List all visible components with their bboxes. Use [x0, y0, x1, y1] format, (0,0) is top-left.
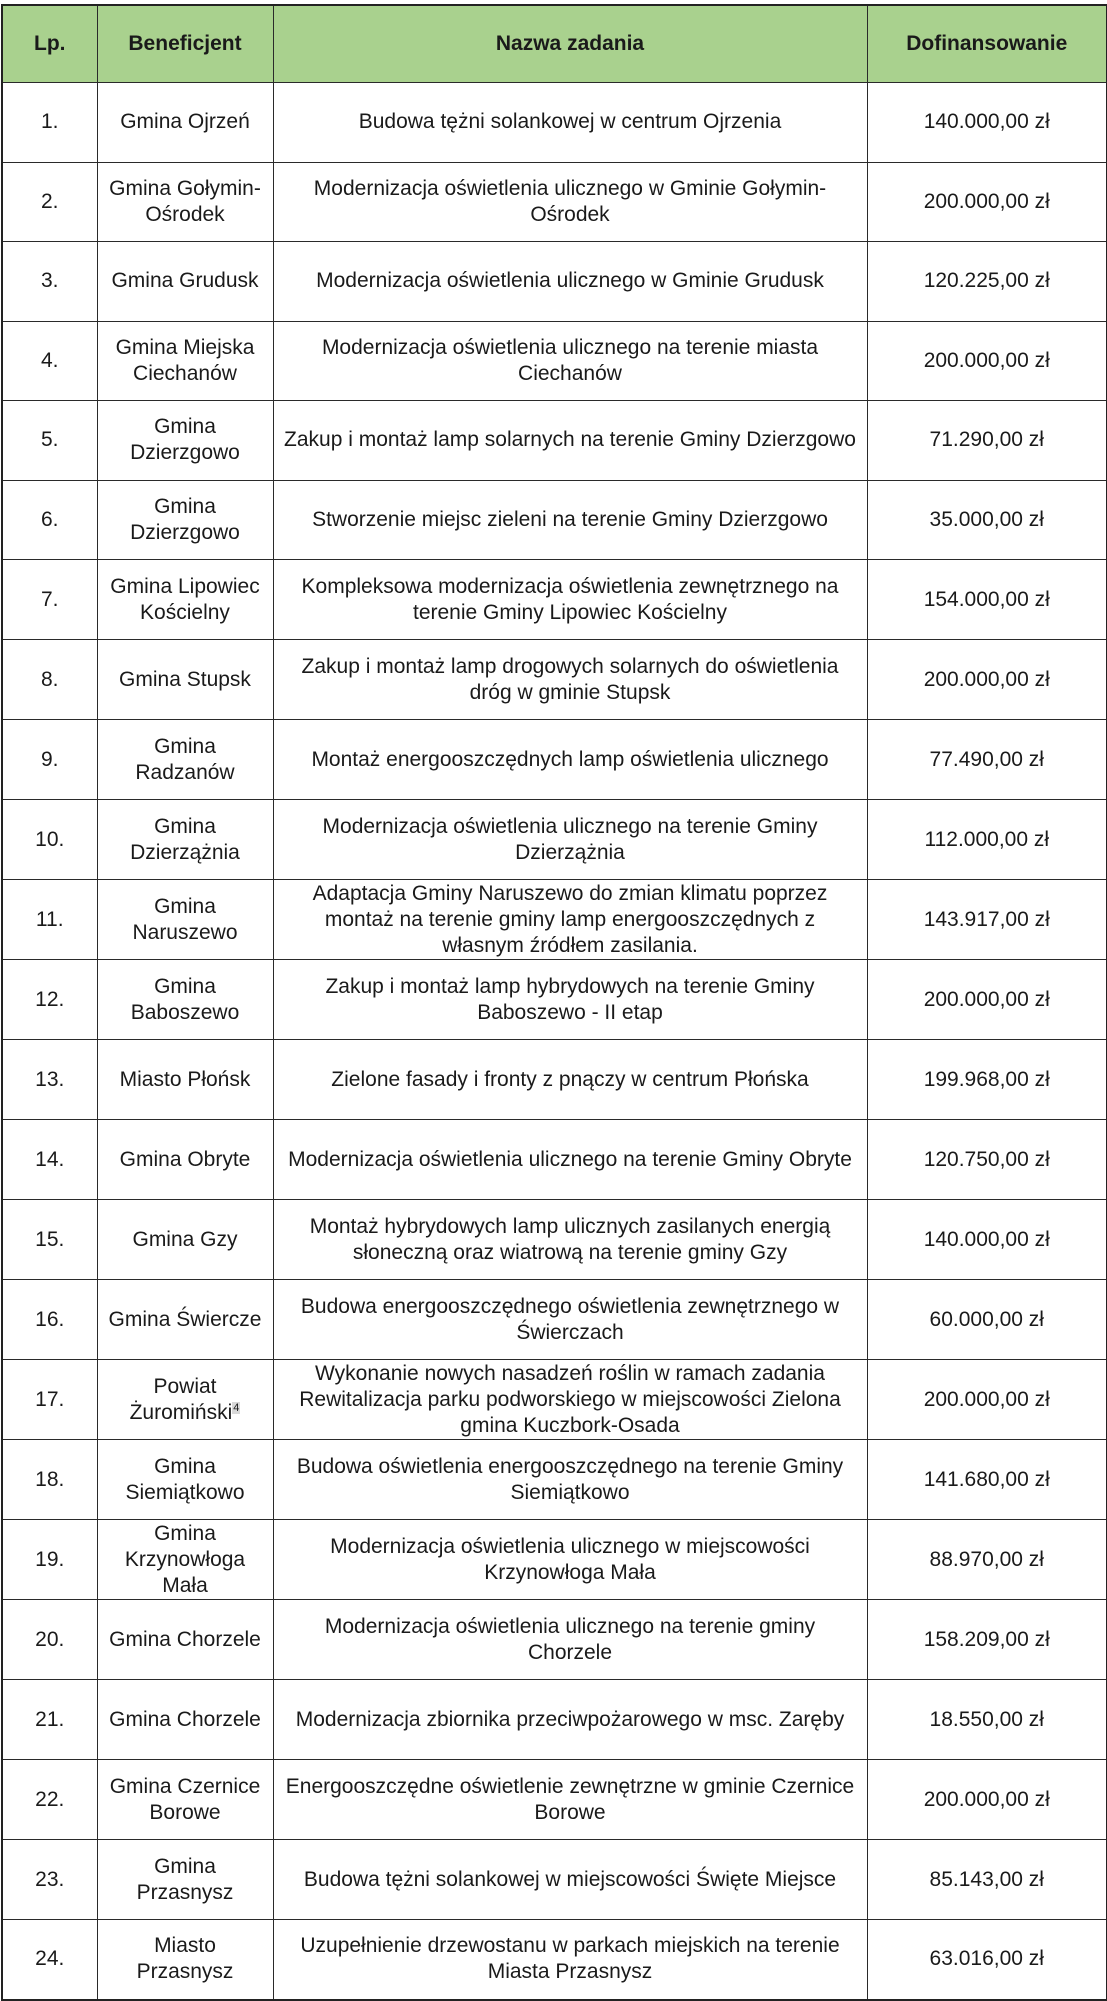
cell-funding-text: 200.000,00 zł: [923, 348, 1050, 372]
cell-lp-text: 16.: [35, 1307, 65, 1331]
cell-funding: [867, 560, 1107, 640]
cell-beneficiary: [97, 83, 273, 163]
table-row: [2, 1840, 1107, 1920]
cell-beneficiary-text: Gmina Dzierzgowo: [130, 415, 240, 465]
cell-lp-text: 7.: [40, 587, 59, 611]
footnote-marker: 4: [233, 1401, 240, 1414]
cell-beneficiary-text: Gmina Ojrzeń: [120, 110, 250, 134]
cell-task-text: Budowa oświetlenia energooszczędnego na terenie Gminy Siemiątkowo: [296, 1454, 844, 1504]
cell-funding: [867, 640, 1107, 720]
cell-beneficiary-text: Gmina Stupsk: [119, 667, 251, 691]
cell-task: [273, 720, 867, 800]
cell-funding: [867, 162, 1107, 242]
cell-beneficiary-text: Miasto Przasnysz: [136, 1934, 234, 1984]
cell-beneficiary-text: Gmina Radzanów: [135, 734, 235, 784]
cell-funding-text: 200.000,00 zł: [923, 987, 1050, 1011]
cell-funding-text: 88.970,00 zł: [929, 1547, 1044, 1571]
table-row: [2, 480, 1107, 560]
cell-lp: [2, 800, 97, 880]
cell-funding: [867, 242, 1107, 322]
cell-lp-text: 24.: [35, 1947, 65, 1971]
table-row: [2, 1520, 1107, 1600]
cell-task-text: Modernizacja oświetlenia ulicznego na terenie Gminy Dzierzążnia: [322, 814, 818, 864]
table-row: [2, 1440, 1107, 1520]
cell-task-text: Modernizacja oświetlenia ulicznego w miejscowości Krzynowłoga Mała: [330, 1534, 810, 1584]
table-row: [2, 720, 1107, 800]
header-lp: Lp.: [2, 5, 97, 83]
cell-funding: [867, 480, 1107, 560]
cell-lp: [2, 1200, 97, 1280]
cell-task-text: Modernizacja zbiornika przeciwpożarowego w msc. Zaręby: [295, 1707, 845, 1731]
cell-task: [273, 960, 867, 1040]
cell-funding-text: 120.750,00 zł: [923, 1147, 1050, 1171]
cell-task: [273, 1680, 867, 1760]
cell-funding: [867, 1920, 1107, 2000]
cell-funding: [867, 1440, 1107, 1520]
table-row: [2, 800, 1107, 880]
cell-lp-text: 13.: [35, 1067, 65, 1091]
cell-funding: [867, 1280, 1107, 1360]
table-row: [2, 1280, 1107, 1360]
cell-beneficiary: [97, 800, 273, 880]
cell-funding-text: 63.016,00 zł: [929, 1947, 1044, 1971]
cell-funding: [867, 401, 1107, 481]
cell-beneficiary-text: Gmina Obryte: [119, 1147, 251, 1171]
cell-beneficiary: [97, 1520, 273, 1600]
cell-task-text: Modernizacja oświetlenia ulicznego w Gminie Gołymin-Ośrodek: [313, 176, 827, 226]
cell-task: [273, 1600, 867, 1680]
cell-lp-text: 8.: [40, 667, 59, 691]
cell-lp: [2, 1120, 97, 1200]
cell-beneficiary: [97, 1680, 273, 1760]
cell-beneficiary-text: Gmina Lipowiec Kościelny: [110, 574, 260, 624]
cell-funding-text: 154.000,00 zł: [923, 587, 1050, 611]
cell-lp: [2, 960, 97, 1040]
cell-task: [273, 800, 867, 880]
cell-lp: [2, 880, 97, 960]
cell-task: [273, 1360, 867, 1440]
table-row: [2, 83, 1107, 163]
cell-beneficiary: [97, 880, 273, 960]
cell-beneficiary-text: Gmina Baboszewo: [130, 974, 240, 1024]
table-row: [2, 401, 1107, 481]
cell-task-text: Zakup i montaż lamp solarnych na terenie Gminy Dzierzgowo: [284, 428, 856, 452]
table-row: [2, 242, 1107, 322]
cell-task-text: Budowa tężni solankowej w miejscowości Święte Miejsce: [303, 1867, 837, 1891]
cell-funding-text: 35.000,00 zł: [929, 507, 1044, 531]
cell-beneficiary-text: Gmina Chorzele: [109, 1707, 261, 1731]
cell-funding: [867, 1200, 1107, 1280]
cell-task-text: Modernizacja oświetlenia ulicznego w Gminie Grudusk: [316, 269, 824, 293]
cell-lp: [2, 1040, 97, 1120]
cell-beneficiary: [97, 1120, 273, 1200]
cell-task-text: Zakup i montaż lamp drogowych solarnych do oświetlenia dróg w gminie Stupsk: [301, 654, 839, 704]
header-task: Nazwa zadania: [273, 5, 867, 83]
cell-task-text: Modernizacja oświetlenia ulicznego na terenie miasta Ciechanów: [321, 335, 819, 385]
table-row: [2, 560, 1107, 640]
cell-lp: [2, 401, 97, 481]
cell-lp: [2, 1760, 97, 1840]
table-body: [2, 83, 1107, 2000]
cell-task: [273, 640, 867, 720]
cell-task: [273, 560, 867, 640]
cell-lp-text: 22.: [35, 1787, 65, 1811]
cell-task-text: Wykonanie nowych nasadzeń roślin w ramach zadania Rewitalizacja parku podworskiego w miejscowości Zielona gmina Kuczbork-Osada: [299, 1361, 841, 1437]
cell-task: [273, 480, 867, 560]
cell-lp: [2, 1840, 97, 1920]
cell-funding: [867, 800, 1107, 880]
cell-lp-text: 17.: [35, 1387, 65, 1411]
table-row: [2, 1120, 1107, 1200]
cell-beneficiary-text: Gmina Czernice Borowe: [109, 1774, 261, 1824]
cell-lp: [2, 1280, 97, 1360]
cell-lp-text: 2.: [40, 189, 59, 213]
cell-funding-text: 141.680,00 zł: [923, 1467, 1050, 1491]
table-row: [2, 640, 1107, 720]
cell-task: [273, 1120, 867, 1200]
cell-funding-text: 18.550,00 zł: [929, 1707, 1044, 1731]
cell-task-text: Stworzenie miejsc zieleni na terenie Gminy Dzierzgowo: [312, 507, 828, 531]
cell-funding-text: 200.000,00 zł: [923, 667, 1050, 691]
cell-lp-text: 12.: [35, 987, 65, 1011]
cell-beneficiary: [97, 321, 273, 401]
cell-beneficiary: [97, 720, 273, 800]
cell-beneficiary-text: Gmina Dzierzgowo: [130, 494, 240, 544]
cell-task-text: Zielone fasady i fronty z pnączy w centrum Płońska: [331, 1067, 809, 1091]
cell-lp-text: 10.: [35, 827, 65, 851]
cell-lp-text: 23.: [35, 1867, 65, 1891]
cell-task-text: Adaptacja Gminy Naruszewo do zmian klimatu poprzez montaż na terenie gminy lamp energooszczędnych z własnym źródłem zasilania.: [312, 881, 828, 957]
cell-task: [273, 242, 867, 322]
cell-beneficiary: [97, 480, 273, 560]
header-beneficiary: Beneficjent: [97, 5, 273, 83]
cell-beneficiary-text: Gmina Gołymin-Ośrodek: [109, 176, 261, 226]
cell-beneficiary-text: Gmina Chorzele: [109, 1627, 261, 1651]
header-funding: Dofinansowanie: [867, 5, 1107, 83]
cell-funding: [867, 321, 1107, 401]
cell-lp: [2, 242, 97, 322]
cell-beneficiary-text: Gmina Gzy: [132, 1227, 238, 1251]
cell-funding: [867, 1040, 1107, 1120]
cell-beneficiary: [97, 1280, 273, 1360]
table-row: [2, 880, 1107, 960]
cell-lp: [2, 1360, 97, 1440]
table-row: [2, 1600, 1107, 1680]
table-row: [2, 1760, 1107, 1840]
cell-task: [273, 162, 867, 242]
cell-lp-text: 9.: [40, 747, 59, 771]
cell-lp: [2, 162, 97, 242]
cell-funding-text: 140.000,00 zł: [923, 1227, 1050, 1251]
cell-task-text: Budowa energooszczędnego oświetlenia zewnętrznego w Świerczach: [300, 1294, 840, 1344]
table-row: [2, 1680, 1107, 1760]
cell-beneficiary: [97, 162, 273, 242]
table-row: [2, 1360, 1107, 1440]
cell-funding-text: 158.209,00 zł: [923, 1627, 1050, 1651]
cell-lp-text: 11.: [35, 907, 64, 931]
cell-beneficiary: [97, 560, 273, 640]
cell-lp-text: 6.: [40, 507, 59, 531]
cell-funding-text: 199.968,00 zł: [923, 1067, 1050, 1091]
table-row: [2, 960, 1107, 1040]
cell-beneficiary: [97, 640, 273, 720]
cell-lp: [2, 560, 97, 640]
cell-task: [273, 401, 867, 481]
cell-task: [273, 321, 867, 401]
cell-lp: [2, 480, 97, 560]
cell-task-text: Energooszczędne oświetlenie zewnętrzne w gminie Czernice Borowe: [285, 1774, 855, 1824]
cell-task-text: Montaż hybrydowych lamp ulicznych zasilanych energią słoneczną oraz wiatrową na terenie gminy Gzy: [309, 1214, 831, 1264]
cell-funding: [867, 1520, 1107, 1600]
cell-beneficiary: [97, 1920, 273, 2000]
cell-funding: [867, 1120, 1107, 1200]
cell-funding: [867, 1680, 1107, 1760]
cell-beneficiary-text: Gmina Dzierzążnia: [130, 814, 240, 864]
cell-lp: [2, 1920, 97, 2000]
cell-task-text: Montaż energooszczędnych lamp oświetlenia ulicznego: [311, 747, 829, 771]
cell-funding: [867, 1760, 1107, 1840]
table-row: [2, 1200, 1107, 1280]
table-row: [2, 162, 1107, 242]
cell-beneficiary-text: Gmina Miejska Ciechanów: [115, 335, 255, 385]
cell-beneficiary-text: Gmina Krzynowłoga Mała: [124, 1521, 246, 1597]
cell-funding: [867, 720, 1107, 800]
cell-lp: [2, 1440, 97, 1520]
cell-funding: [867, 1600, 1107, 1680]
cell-funding-text: 85.143,00 zł: [929, 1867, 1044, 1891]
cell-beneficiary-text: Gmina Grudusk: [111, 269, 259, 293]
cell-funding-text: 60.000,00 zł: [929, 1307, 1044, 1331]
cell-task-text: Kompleksowa modernizacja oświetlenia zewnętrznego na terenie Gminy Lipowiec Kościelny: [301, 574, 839, 624]
funding-table: [1, 4, 1107, 2001]
cell-beneficiary: [97, 1200, 273, 1280]
cell-task: [273, 1440, 867, 1520]
cell-task: [273, 1040, 867, 1120]
cell-funding-text: 200.000,00 zł: [923, 189, 1050, 213]
cell-funding-text: 140.000,00 zł: [923, 110, 1050, 134]
cell-funding-text: 200.000,00 zł: [923, 1787, 1050, 1811]
cell-beneficiary-text: Gmina Siemiątkowo: [125, 1454, 245, 1504]
cell-funding-text: 77.490,00 zł: [929, 747, 1044, 771]
cell-funding: [867, 960, 1107, 1040]
cell-beneficiary-text: Miasto Płońsk: [119, 1067, 251, 1091]
cell-funding-text: 120.225,00 zł: [923, 269, 1050, 293]
cell-beneficiary-text: Gmina Przasnysz: [136, 1854, 234, 1904]
cell-funding: [867, 1360, 1107, 1440]
cell-funding-text: 143.917,00 zł: [923, 907, 1050, 931]
cell-lp: [2, 720, 97, 800]
cell-lp: [2, 1600, 97, 1680]
cell-beneficiary-text: Gmina Świercze: [108, 1307, 262, 1331]
cell-task: [273, 1760, 867, 1840]
cell-task: [273, 1840, 867, 1920]
cell-beneficiary-text: Gmina Naruszewo: [132, 894, 238, 944]
cell-task-text: Modernizacja oświetlenia ulicznego na terenie Gminy Obryte: [288, 1147, 852, 1171]
cell-lp-text: 21.: [35, 1707, 65, 1731]
cell-lp: [2, 321, 97, 401]
cell-task: [273, 83, 867, 163]
cell-lp-text: 1.: [40, 110, 59, 134]
cell-lp-text: 15.: [35, 1227, 65, 1251]
cell-lp-text: 18.: [35, 1467, 65, 1491]
cell-funding-text: 112.000,00 zł: [924, 827, 1050, 851]
cell-lp-text: 14.: [35, 1147, 65, 1171]
cell-task: [273, 1280, 867, 1360]
cell-lp: [2, 1520, 97, 1600]
cell-beneficiary: [97, 242, 273, 322]
cell-beneficiary-text: Powiat Żuromiński: [129, 1374, 233, 1424]
cell-lp: [2, 1680, 97, 1760]
table-row: [2, 1920, 1107, 2000]
cell-task: [273, 1520, 867, 1600]
header-row: [2, 5, 1107, 83]
cell-beneficiary: [97, 1440, 273, 1520]
cell-funding: [867, 83, 1107, 163]
cell-task: [273, 880, 867, 960]
cell-lp-text: 19.: [35, 1547, 65, 1571]
table-row: [2, 321, 1107, 401]
cell-task-text: Zakup i montaż lamp hybrydowych na terenie Gminy Baboszewo - II etap: [325, 974, 815, 1024]
cell-beneficiary: [97, 1760, 273, 1840]
cell-funding-text: 71.290,00 zł: [929, 428, 1044, 452]
cell-task-text: Uzupełnienie drzewostanu w parkach miejskich na terenie Miasta Przasnysz: [300, 1934, 840, 1984]
cell-funding: [867, 1840, 1107, 1920]
cell-lp-text: 5.: [40, 428, 59, 452]
cell-task: [273, 1200, 867, 1280]
cell-beneficiary: [97, 1600, 273, 1680]
cell-beneficiary: [97, 1040, 273, 1120]
cell-task: [273, 1920, 867, 2000]
cell-funding: [867, 880, 1107, 960]
cell-beneficiary: [97, 401, 273, 481]
cell-beneficiary: [97, 1360, 273, 1440]
cell-beneficiary: [97, 1840, 273, 1920]
cell-lp-text: 20.: [35, 1627, 65, 1651]
cell-lp-text: 4.: [40, 348, 59, 372]
table-row: [2, 1040, 1107, 1120]
cell-beneficiary: [97, 960, 273, 1040]
cell-funding-text: 200.000,00 zł: [923, 1387, 1050, 1411]
cell-lp-text: 3.: [40, 269, 59, 293]
cell-task-text: Modernizacja oświetlenia ulicznego na terenie gminy Chorzele: [324, 1614, 816, 1664]
cell-task-text: Budowa tężni solankowej w centrum Ojrzenia: [358, 110, 782, 134]
cell-lp: [2, 640, 97, 720]
cell-lp: [2, 83, 97, 163]
